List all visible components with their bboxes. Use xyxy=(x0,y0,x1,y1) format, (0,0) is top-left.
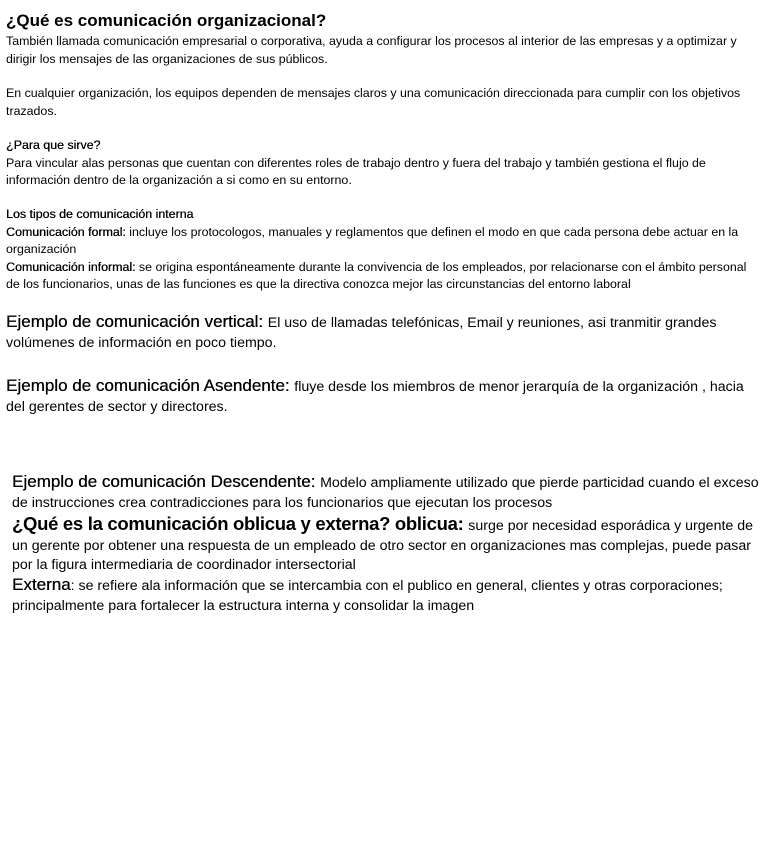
formal-paragraph xyxy=(6,224,760,259)
descendente-paragraph xyxy=(12,472,760,513)
formal-text: incluye los protocologos, manuales y reglamentos que definen el modo en que cada persona debe actuar en la organización xyxy=(6,224,739,256)
oblicua-label: ¿Qué es la comunicación oblicua y externa? oblicua: xyxy=(12,513,469,534)
purpose-text: Para vincular alas personas que cuentan con diferentes roles de trabajo dentro y fuera del trabajo y también gestiona el flujo de información dentro de la organización a si como en su entorno. xyxy=(6,155,706,187)
informal-paragraph xyxy=(6,259,760,294)
oblicua-paragraph xyxy=(12,514,760,576)
page-title: ¿Qué es comunicación organizacional? xyxy=(6,11,327,30)
oblicua-text: surge por necesidad esporádica y urgente de un gerente por obtener una respuesta de un empleado de otro sector en organizaciones mas complejas, puede pasar por la figura intermediaria de coordinador intersectorial xyxy=(12,518,754,573)
purpose-block xyxy=(6,137,760,190)
title-block xyxy=(6,10,760,31)
types-block xyxy=(6,206,760,294)
descendente-block xyxy=(12,472,760,513)
vertical-label: Ejemplo de comunicación vertical: xyxy=(6,312,268,331)
externa-label: Externa xyxy=(12,575,71,594)
objectives-paragraph: En cualquier organización, los equipos dependen de mensajes claros y una comunicación direccionada para cumplir con los objetivos trazados. xyxy=(6,86,741,118)
vertical-paragraph xyxy=(6,312,760,353)
descendente-text: Modelo ampliamente utilizado que pierde particidad cuando el exceso de instrucciones crea contradicciones para los funcionarios que ejecutan los procesos xyxy=(12,475,759,511)
vertical-text: El uso de llamadas telefónicas, Email y reuniones, asi tranmitir grandes volúmenes de información en poco tiempo. xyxy=(6,315,717,351)
types-heading: Los tipos de comunicación interna xyxy=(6,207,194,221)
asendente-text: fluye desde los miembros de menor jerarquía de la organización , hacia del gerentes de sector y directores. xyxy=(6,379,744,415)
asendente-label: Ejemplo de comunicación Asendente: xyxy=(6,376,295,395)
intro-block xyxy=(6,33,760,68)
externa-text: : se refiere ala información que se intercambia con el publico en general, clientes y otras corporaciones; principalmente para fortalecer la estructura interna y consolidar la imagen xyxy=(12,578,723,614)
intro-paragraph: También llamada comunicación empresarial o corporativa, ayuda a configurar los procesos al interior de las empresas y a optimizar y dirigir los mensajes de las organizaciones de sus públicos. xyxy=(6,34,737,66)
informal-text: se origina espontáneamente durante la convivencia de los empleados, por relacionarse con el ámbito personal de los funcionarios, unas de las funciones es que la directiva conozca mejor las circunstancias del entorno laboral xyxy=(6,259,747,291)
vertical-block xyxy=(6,312,760,353)
oblicua-block xyxy=(12,514,760,576)
informal-label: Comunicación informal: xyxy=(6,259,136,274)
externa-block xyxy=(12,575,760,616)
purpose-heading: ¿Para que sirve? xyxy=(6,138,101,152)
descendente-label: Ejemplo de comunicación Descendente: xyxy=(12,472,321,491)
externa-paragraph xyxy=(12,575,760,616)
para2-block xyxy=(6,85,760,120)
formal-label: Comunicación formal: xyxy=(6,224,126,239)
asendente-block xyxy=(6,376,760,417)
asendente-paragraph xyxy=(6,376,760,417)
